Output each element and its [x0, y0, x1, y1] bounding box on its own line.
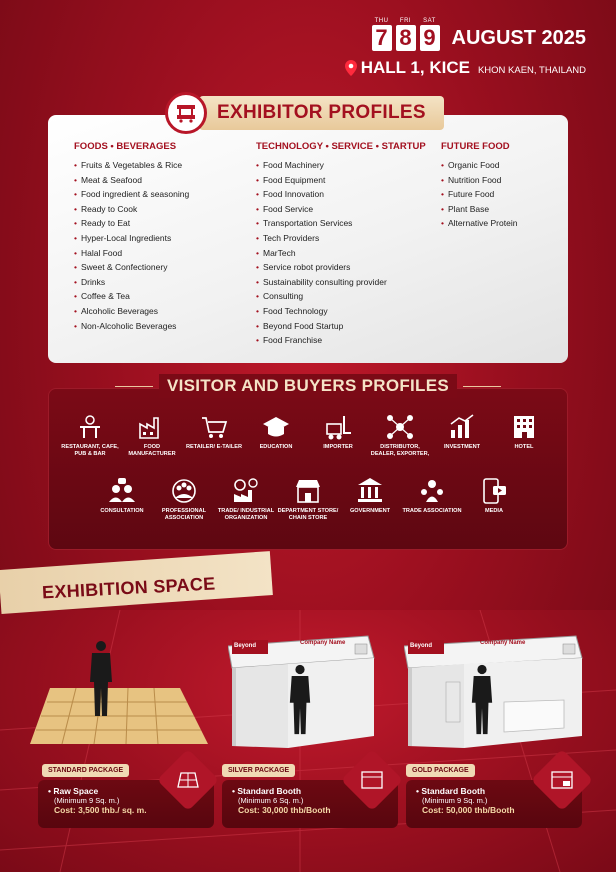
gold-package-tag: GOLD PACKAGE [406, 764, 475, 777]
exhibitor-column-technology [256, 141, 426, 348]
visitor-label: CONSULTATION [100, 508, 144, 514]
visitor-label: TRADE ASSOCIATION [402, 508, 462, 514]
booth-brand: Beyond [410, 643, 433, 649]
exhibitor-list [256, 158, 426, 348]
venue-location: KHON KAEN, THAILAND [477, 64, 586, 76]
list-item: • MarTech [256, 246, 426, 261]
day-sat [420, 18, 440, 51]
event-date [372, 18, 587, 51]
list-item: • Future Food [441, 187, 517, 202]
food-stall-icon [165, 92, 207, 134]
package-cost: Cost: 3,500 thb./ sq. m. [54, 805, 147, 815]
event-venue [345, 58, 586, 78]
booth-brand: Beyond [234, 643, 257, 649]
restaurant-icon [75, 412, 105, 442]
standard-package-tag: STANDARD PACKAGE [42, 764, 129, 777]
day-name: SAT [423, 18, 436, 24]
visitor-item [182, 412, 246, 451]
list-item: • Alcoholic Beverages [74, 304, 189, 319]
list-item: • Ready to Cook [74, 202, 189, 217]
list-item: • Alternative Protein [441, 216, 517, 231]
visitor-title: VISITOR AND BUYERS PROFILES [159, 374, 457, 398]
list-item: • Fruits & Vegetables & Rice [74, 158, 189, 173]
trade-association-icon [417, 476, 447, 506]
list-item: • Food Service [256, 202, 426, 217]
day-name: THU [374, 18, 389, 24]
list-item: • Food Technology [256, 304, 426, 319]
list-item: • Food ingredient & seasoning [74, 187, 189, 202]
visitor-label: EDUCATION [259, 444, 293, 450]
hotel-icon [509, 412, 539, 442]
visitor-item [430, 412, 494, 451]
list-item: • Food Machinery [256, 158, 426, 173]
venue-name: HALL 1, KICE [360, 58, 470, 77]
chart-icon [447, 412, 477, 442]
divider [463, 386, 501, 387]
list-item: • Meat & Seafood [74, 173, 189, 188]
list-item: • Halal Food [74, 246, 189, 261]
list-item: • Non-Alcoholic Beverages [74, 319, 189, 334]
exhibitor-title-banner [165, 92, 444, 134]
media-icon [479, 476, 509, 506]
visitor-label: FOOD MANUFACTURER [128, 444, 176, 457]
location-pin-icon [345, 60, 357, 76]
visitor-title-banner [0, 374, 616, 398]
visitor-item [462, 476, 526, 515]
list-item: • Tech Providers [256, 231, 426, 246]
visitor-item [90, 476, 154, 515]
raw-space-icon [174, 768, 202, 792]
list-item: • Service robot providers [256, 260, 426, 275]
booth-company-name: Company Name [480, 640, 526, 646]
visitor-label: DISTRIBUTOR, DEALER, EXPORTER, [370, 444, 430, 457]
list-item: • Ready to Eat [74, 216, 189, 231]
package-minimum: (Minimum 6 Sq. m.) [238, 796, 304, 805]
package-minimum: (Minimum 9 Sq. m.) [422, 796, 488, 805]
package-cost: Cost: 30,000 thb/Booth [238, 805, 331, 815]
visitor-label: IMPORTER [323, 444, 353, 450]
raw-space-grid [30, 688, 210, 748]
person-icon [288, 664, 312, 736]
booth-icon [358, 768, 386, 792]
list-item: • Sustainability consulting provider [256, 275, 426, 290]
list-item: • Drinks [74, 275, 189, 290]
silver-package-tag: SILVER PACKAGE [222, 764, 295, 777]
package-name: • Standard Booth [232, 786, 302, 796]
list-item: • Sweet & Confectionery [74, 260, 189, 275]
exhibitor-column-future-food [441, 141, 517, 231]
exhibitor-column-foods [74, 141, 189, 333]
visitor-label: HOTEL [514, 444, 534, 450]
list-item: • Hyper-Local Ingredients [74, 231, 189, 246]
day-number: 9 [420, 25, 440, 51]
list-item: • Consulting [256, 289, 426, 304]
column-heading: FOODS • BEVERAGES [74, 141, 177, 152]
visitor-label: INVESTMENT [443, 444, 481, 450]
list-item: • Organic Food [441, 158, 517, 173]
visitor-item [338, 476, 402, 515]
day-number: 8 [396, 25, 416, 51]
visitor-item [306, 412, 370, 451]
package-name: • Standard Booth [416, 786, 486, 796]
government-icon [355, 476, 385, 506]
list-item: • Plant Base [441, 202, 517, 217]
package-cost: Cost: 50,000 thb/Booth [422, 805, 515, 815]
visitor-label: RESTAURANT, CAFE, PUB & BAR [61, 444, 119, 457]
day-fri [396, 18, 416, 51]
education-icon [261, 412, 291, 442]
list-item: • Beyond Food Startup [256, 319, 426, 334]
list-item: • Coffee & Tea [74, 289, 189, 304]
visitor-item [152, 476, 216, 522]
day-thu [372, 18, 392, 51]
industry-icon [231, 476, 261, 506]
visitor-label: MEDIA [484, 508, 504, 514]
consultation-icon [107, 476, 137, 506]
forklift-icon [323, 412, 353, 442]
package-name: • Raw Space [48, 786, 99, 796]
store-icon [293, 476, 323, 506]
visitor-item [368, 412, 432, 458]
package-minimum: (Minimum 9 Sq. m.) [54, 796, 120, 805]
visitor-label: PROFESSIONAL ASSOCIATION [161, 508, 207, 521]
list-item: • Transportation Services [256, 216, 426, 231]
visitor-item [214, 476, 278, 522]
visitor-item [276, 476, 340, 522]
visitor-label: TRADE/ INDUSTRIAL ORGANIZATION [217, 508, 275, 521]
visitor-label: GOVERNMENT [349, 508, 391, 514]
association-icon [169, 476, 199, 506]
visitor-label: RETAILER/ E-TAILER [185, 444, 243, 450]
visitor-item [400, 476, 464, 515]
exhibitor-title: EXHIBITOR PROFILES [199, 96, 444, 130]
person-icon [470, 664, 494, 736]
factory-icon [137, 412, 167, 442]
event-month: AUGUST 2025 [451, 27, 586, 49]
cart-icon [199, 412, 229, 442]
divider [115, 386, 153, 387]
day-name: FRI [399, 18, 412, 24]
space-title: EXHIBITION SPACE [41, 573, 216, 603]
visitor-item [244, 412, 308, 451]
list-item: • Food Innovation [256, 187, 426, 202]
list-item: • Nutrition Food [441, 173, 517, 188]
visitor-item [492, 412, 556, 451]
booth-icon [548, 768, 576, 792]
exhibitor-list [74, 158, 189, 333]
exhibitor-card [48, 115, 568, 363]
booth-company-name: Company Name [300, 640, 346, 646]
network-icon [385, 412, 415, 442]
list-item: • Food Equipment [256, 173, 426, 188]
list-item: • Food Franchise [256, 333, 426, 348]
column-heading: FUTURE FOOD [441, 141, 510, 152]
visitor-item [120, 412, 184, 458]
visitor-label: DEPARTMENT STORE/ CHAIN STORE [277, 508, 339, 521]
column-heading: TECHNOLOGY • SERVICE • STARTUP [256, 141, 426, 152]
person-icon [88, 640, 114, 718]
exhibitor-list [441, 158, 517, 231]
day-number: 7 [372, 25, 392, 51]
visitor-item [58, 412, 122, 458]
